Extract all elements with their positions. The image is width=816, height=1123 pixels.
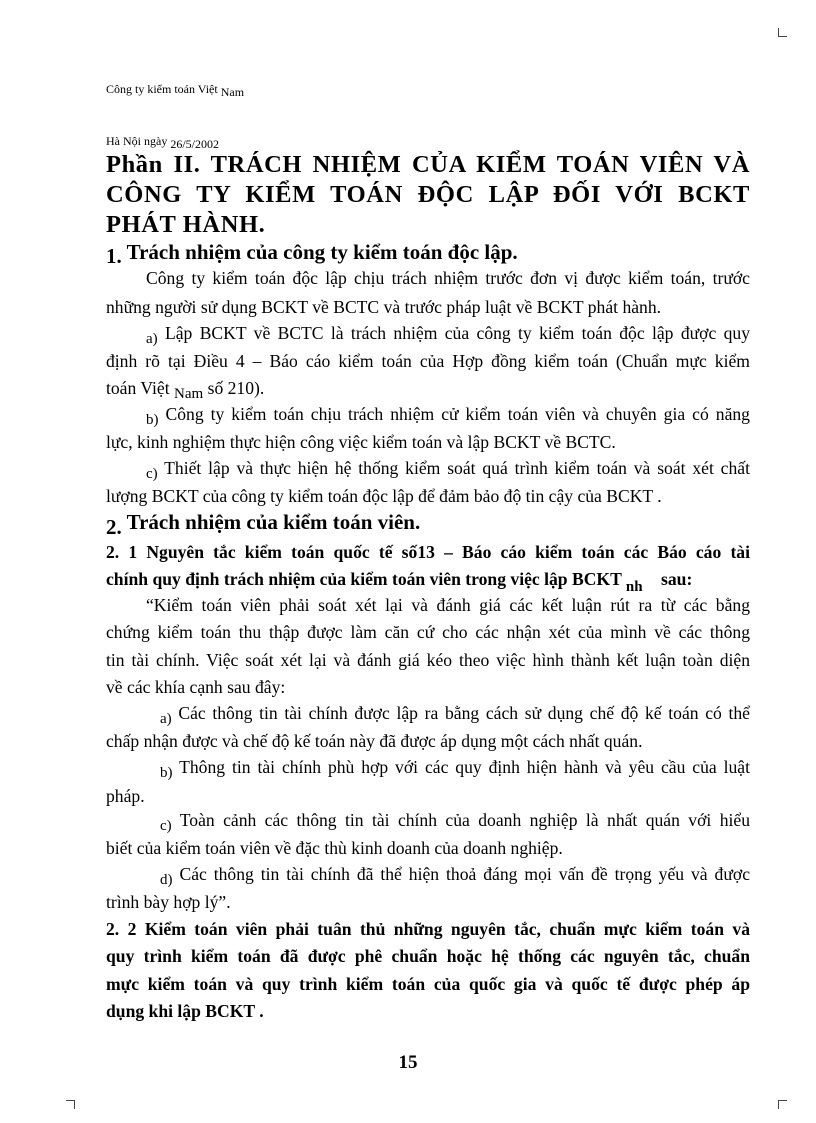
- quote-item-a-text: Các thông tin tài chính được lập ra bằng cách sử dụng chế độ kế toán có thể: [178, 703, 750, 723]
- quote-line-4: về các khía cạnh sau đây:: [106, 677, 286, 697]
- page-number: 15: [398, 1052, 418, 1073]
- quote-item-b-label: b): [160, 765, 173, 781]
- company-name-tail: Nam: [220, 85, 245, 99]
- item-b-line-1: [146, 404, 750, 428]
- section-1-intro-line-1: Công ty kiểm toán độc lập chịu trách nhiệm trước đơn vị được kiểm toán, trước: [146, 268, 750, 288]
- date-prefix: Hà Nội ngày: [106, 134, 168, 148]
- item-c-line-2: lượng BCKT của công ty kiểm toán độc lập để đảm bảo độ tin cậy của BCKT .: [106, 486, 662, 506]
- quote-item-a-line-1: [160, 703, 750, 727]
- page-corner-mark-bottom-right: [778, 1100, 787, 1109]
- item-a-line-3-end: số 210).: [207, 378, 265, 398]
- quote-item-d-label: d): [160, 872, 173, 888]
- section-2-1-line-2-sub: nh: [625, 579, 643, 595]
- item-c-text: Thiết lập và thực hiện hệ thống kiểm soát quá trình kiểm toán và soát xét chất: [164, 458, 750, 478]
- page-corner-mark-top-right: [778, 28, 787, 37]
- item-a-label: a): [146, 331, 158, 347]
- item-a-line-2: định rõ tại Điều 4 – Báo cáo kiểm toán của Hợp đồng kiểm toán (Chuẩn mực kiểm: [106, 351, 750, 371]
- item-a-line-3: [106, 378, 265, 402]
- section-2-2-line-1: 2. 2 Kiểm toán viên phải tuân thủ những nguyên tắc, chuẩn mực kiểm toán và: [106, 919, 750, 939]
- date-line: [106, 134, 219, 149]
- quote-item-c-line-1: [160, 810, 750, 834]
- section-2-1-line-2-start: chính quy định trách nhiệm của kiểm toán viên trong việc lập BCKT: [106, 569, 622, 589]
- part-title: Phần II. TRÁCH NHIỆM CỦA KIỂM TOÁN VIÊN VÀ CÔNG TY KIỂM TOÁN ĐỘC LẬP ĐỐI VỚI BCKT PHÁT HÀNH.: [106, 151, 750, 238]
- section-2-2-line-3: mực kiểm toán và quy trình kiểm toán của quốc gia và quốc tế được phép áp: [106, 974, 750, 994]
- quote-item-c-text: Toàn cảnh các thông tin tài chính của doanh nghiệp là nhất quán với hiểu: [179, 810, 750, 830]
- item-b-line-2: lực, kinh nghiệm thực hiện công việc kiểm toán và lập BCKT về BCTC.: [106, 432, 616, 452]
- quote-item-d-line-1: [160, 864, 751, 888]
- section-2-heading: [106, 510, 421, 539]
- item-a-text: Lập BCKT về BCTC là trách nhiệm của công ty kiểm toán độc lập được quy: [165, 323, 750, 343]
- item-a-line-3-sub: Nam: [174, 386, 204, 402]
- quote-item-c-label: c): [160, 818, 172, 834]
- section-2-2-line-2: quy trình kiểm toán đã được phê chuẩn hoặc hệ thống các nguyên tắc, chuẩn: [106, 946, 750, 966]
- section-2-2-line-4: dụng khi lập BCKT .: [106, 1001, 264, 1021]
- section-2-title: Trách nhiệm của kiểm toán viên.: [126, 510, 421, 534]
- section-2-1-line-2: [106, 569, 693, 595]
- quote-line-3: tin tài chính. Việc soát xét lại và đánh giá kéo theo việc hình thành kết luận toàn diện: [106, 650, 750, 670]
- page-corner-mark-bottom-left: [66, 1100, 75, 1109]
- quote-item-c-line-2: biết của kiểm toán viên về đặc thù kinh doanh của doanh nghiệp.: [106, 838, 563, 858]
- section-2-1-line-2-end: sau:: [661, 569, 693, 589]
- company-name: Công ty kiểm toán Việt: [106, 82, 218, 96]
- quote-item-a-label: a): [160, 711, 172, 727]
- section-2-1-line-1: 2. 1 Nguyên tắc kiểm toán quốc tế số13 – Báo cáo kiểm toán các Báo cáo tài: [106, 542, 750, 562]
- quote-line-1: “Kiểm toán viên phải soát xét lại và đánh giá các kết luận rút ra từ các bằng: [146, 595, 750, 615]
- item-c-label: c): [146, 466, 158, 482]
- quote-item-b-text: Thông tin tài chính phù hợp với các quy định hiện hành và yêu cầu của luật: [179, 757, 750, 777]
- quote-item-b-line-1: [160, 757, 750, 781]
- item-b-label: b): [146, 412, 159, 428]
- item-a-line-1: [146, 323, 750, 347]
- quote-item-d-line-2: trình bày hợp lý”.: [106, 892, 231, 912]
- quote-line-2: chứng kiểm toán thu thập được làm căn cứ cho các nhận xét của mình về các thông: [106, 622, 750, 642]
- quote-item-b-line-2: pháp.: [106, 786, 145, 806]
- section-1-number: 1.: [106, 244, 122, 268]
- item-b-text: Công ty kiểm toán chịu trách nhiệm cử kiểm toán viên và chuyên gia có năng: [165, 404, 750, 424]
- section-1-title: Trách nhiệm của công ty kiểm toán độc lập.: [126, 240, 518, 264]
- quote-item-d-text: Các thông tin tài chính đã thể hiện thoả đáng mọi vấn đề trọng yếu và được: [179, 864, 751, 884]
- quote-item-a-line-2: chấp nhận được và chế độ kế toán này đã được áp dụng một cách nhất quán.: [106, 731, 643, 751]
- section-2-number: 2.: [106, 515, 122, 539]
- date-value: 26/5/2002: [170, 137, 219, 151]
- section-1-heading: [106, 240, 518, 268]
- item-a-line-3-start: toán Việt: [106, 378, 170, 398]
- item-c-line-1: [146, 458, 750, 482]
- company-header: [106, 82, 244, 97]
- section-1-intro-line-2: những người sử dụng BCKT về BCTC và trước pháp luật về BCKT phát hành.: [106, 297, 662, 317]
